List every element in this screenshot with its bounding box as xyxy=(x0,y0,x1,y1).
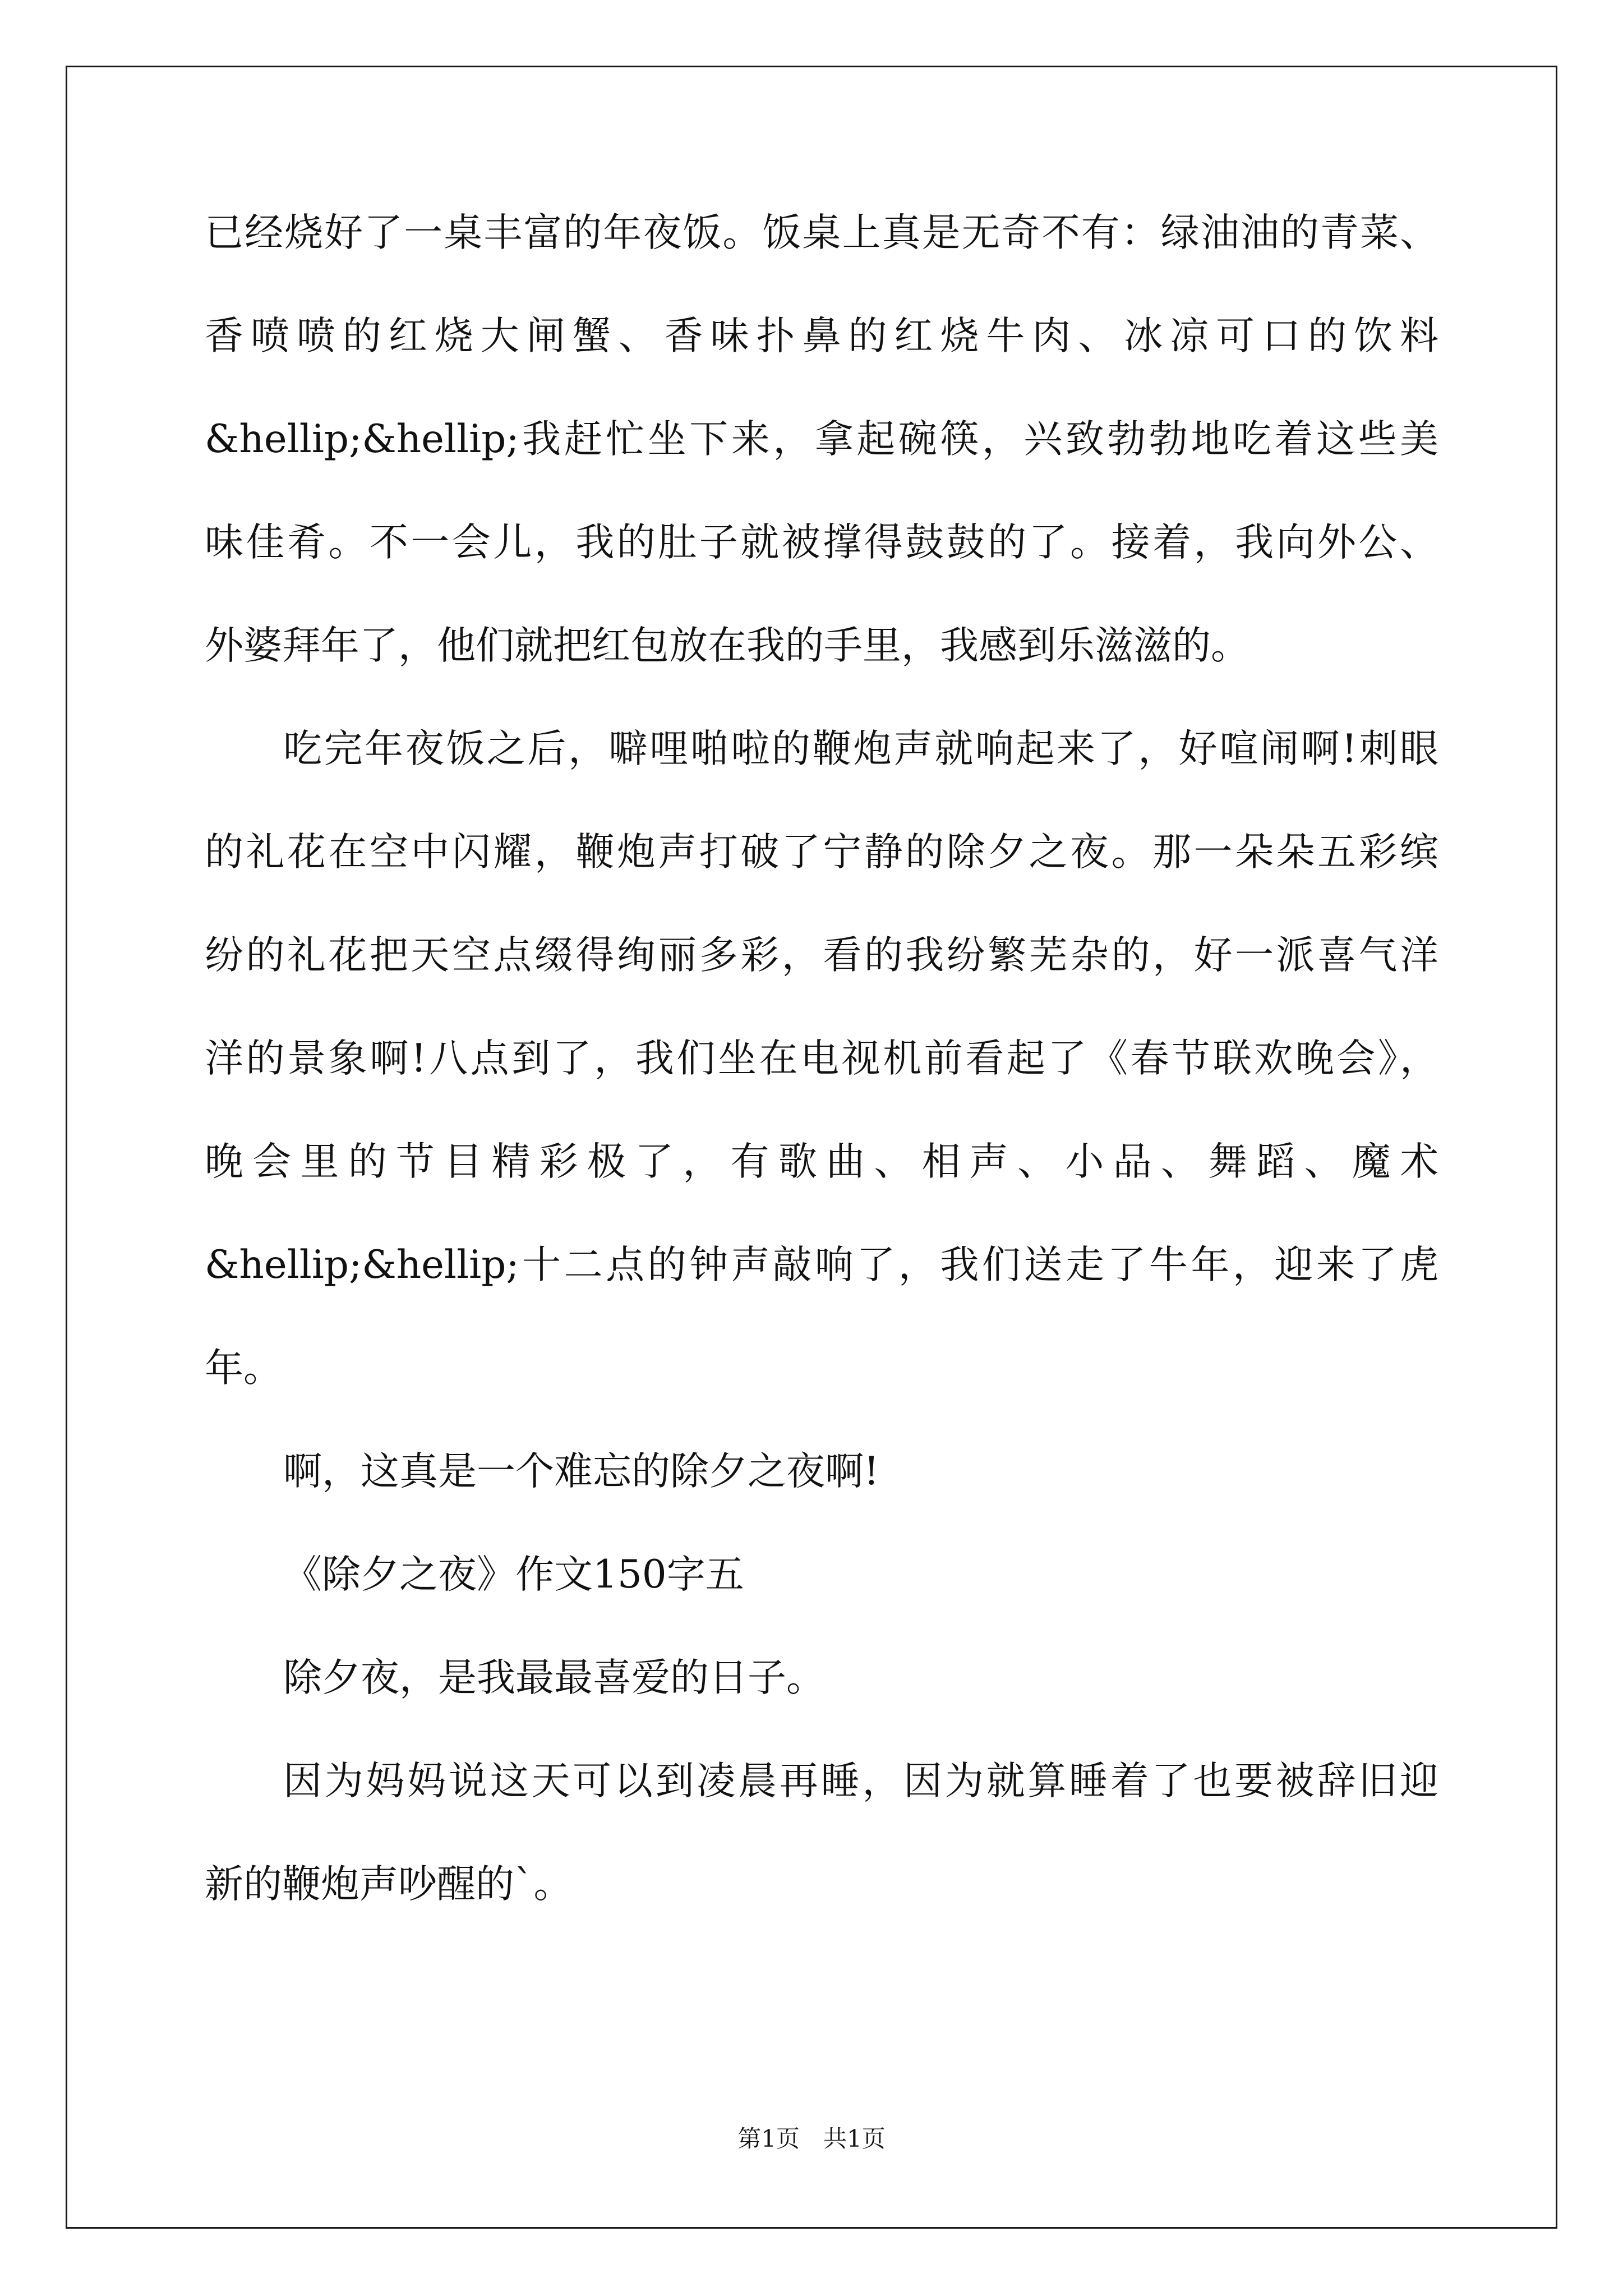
text-line: 已经烧好了一桌丰富的年夜饭。饭桌上真是无奇不有：绿油油的青菜、 xyxy=(205,210,1438,255)
text-line: 吃完年夜饭之后，噼哩啪啦的鞭炮声就响起来了，好喧闹啊!刺眼 xyxy=(283,726,1438,771)
text-line: 外婆拜年了，他们就把红包放在我的手里，我感到乐滋滋的。 xyxy=(205,623,1249,668)
text-line: 因为妈妈说这天可以到凌晨再睡，因为就算睡着了也要被辞旧迎 xyxy=(283,1759,1438,1803)
text-line: 晚会里的节目精彩极了，有歌曲、相声、小品、舞蹈、魔术 xyxy=(205,1139,1438,1184)
text-line: 新的鞭炮声吵醒的`。 xyxy=(205,1862,573,1907)
text-line: 洋的景象啊!八点到了，我们坐在电视机前看起了《春节联欢晚会》， xyxy=(205,1036,1438,1081)
text-line: 年。 xyxy=(205,1346,282,1391)
text-line: &hellip;&hellip;我赶忙坐下来，拿起碗筷，兴致勃勃地吃着这些美 xyxy=(205,417,1438,462)
section-heading: 《除夕之夜》作文150字五 xyxy=(283,1552,744,1597)
text-line: 啊，这真是一个难忘的除夕之夜啊! xyxy=(283,1449,879,1494)
page-number-footer: 第1页 共1页 xyxy=(737,2125,886,2152)
text-line: 味佳肴。不一会儿，我的肚子就被撑得鼓鼓的了。接着，我向外公、 xyxy=(205,520,1438,565)
document-body xyxy=(205,196,1438,1951)
text-line: 纷的礼花把天空点缀得绚丽多彩，看的我纷繁芜杂的，好一派喜气洋 xyxy=(205,933,1438,978)
text-line: 香喷喷的红烧大闸蟹、香味扑鼻的红烧牛肉、冰凉可口的饮料 xyxy=(205,314,1438,358)
text-line: 的礼花在空中闪耀，鞭炮声打破了宁静的除夕之夜。那一朵朵五彩缤 xyxy=(205,830,1438,875)
text-line: 除夕夜，是我最最喜爱的日子。 xyxy=(283,1655,825,1700)
text-line: &hellip;&hellip;十二点的钟声敲响了，我们送走了牛年，迎来了虎 xyxy=(205,1243,1438,1287)
